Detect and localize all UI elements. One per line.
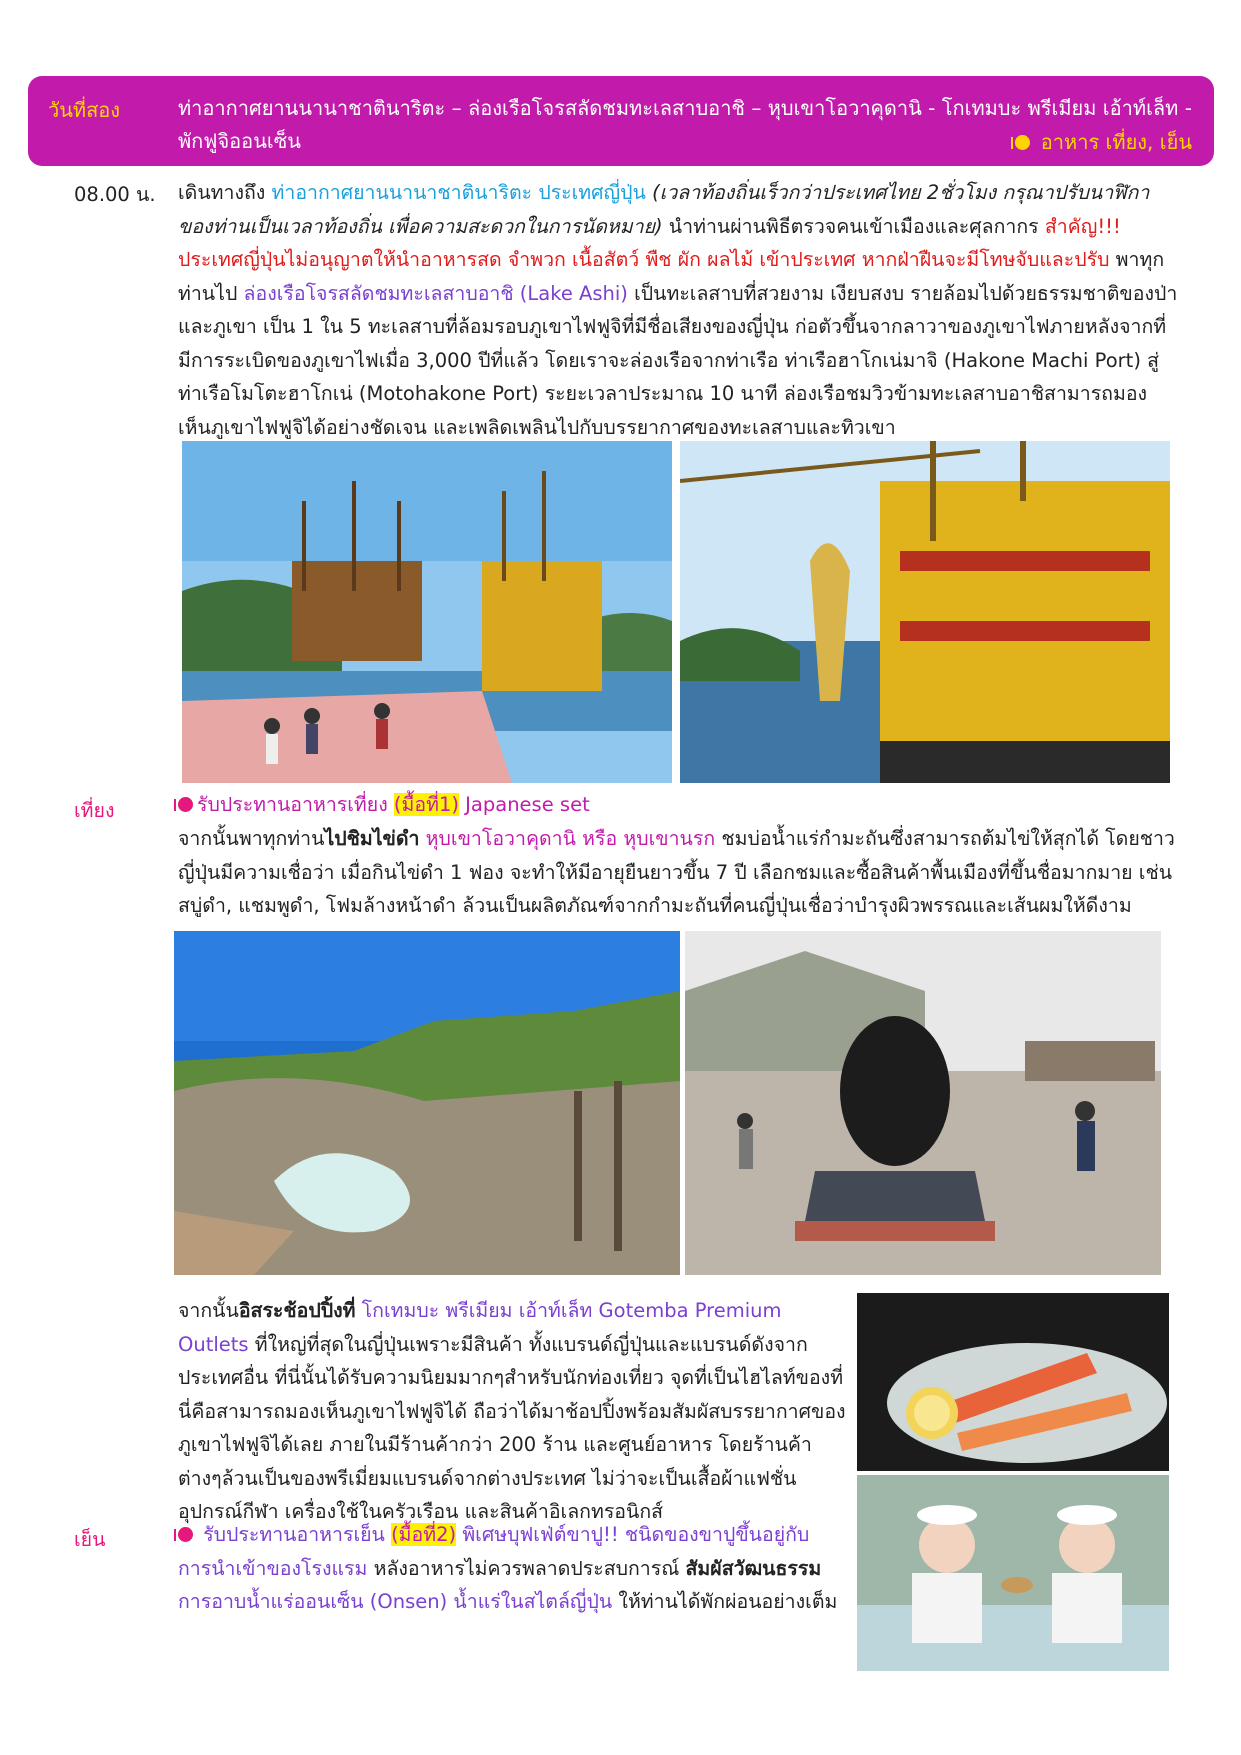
photo-golden-pirate-ship bbox=[680, 441, 1170, 783]
meal-icon bbox=[178, 797, 193, 812]
photo-owakudani-valley bbox=[174, 931, 680, 1275]
text-span: จากนั้นพาทุกท่าน bbox=[178, 827, 325, 850]
text-span: ให้ท่านได้พักผ่อนอย่างเต็ม bbox=[612, 1590, 838, 1613]
text-span: จากนั้น bbox=[178, 1299, 239, 1322]
text-span: เดินทางถึง bbox=[178, 181, 272, 204]
lake-ashi-highlight: ล่องเรือโจรสลัดชมทะเลสาบอาชิ (Lake Ashi) bbox=[243, 281, 628, 305]
text-span: นำท่านผ่านพิธีตรวจคนเข้าเมืองและศุลกากร bbox=[662, 214, 1045, 238]
onsen-place: การอาบน้ำแร่ออนเซ็น (Onsen) น้ำแร่ในสไตล์ญี่ปุ่น bbox=[178, 1590, 613, 1613]
photo-onsen-women bbox=[857, 1475, 1169, 1671]
dinner-paragraph bbox=[178, 1518, 850, 1619]
meal-icon bbox=[1015, 135, 1030, 150]
meal-number: (มื้อที่1) bbox=[393, 793, 459, 816]
text-span: พาทุกท่านไป bbox=[178, 248, 1165, 305]
text-span: หลังอาหารไม่ควรพลาดประสบการณ์ bbox=[367, 1556, 686, 1580]
photo-crab-legs bbox=[857, 1293, 1169, 1471]
gotemba-outlet-place: โกเทมบะ พรีเมียม เอ้าท์เล็ท Gotemba Premium Outlets bbox=[178, 1299, 782, 1356]
meal-number: (มื้อที่2) bbox=[391, 1523, 457, 1546]
photo-black-egg-monument bbox=[685, 931, 1161, 1275]
day-banner bbox=[28, 76, 1214, 166]
lunch-title bbox=[178, 788, 1178, 822]
meal-icon bbox=[178, 1527, 193, 1542]
lunch-menu: Japanese set bbox=[458, 793, 590, 816]
black-egg-highlight: ไปชิมไข่ดำ bbox=[324, 827, 420, 850]
meals-label: อาหาร เที่ยง, เย็น bbox=[1040, 130, 1192, 154]
text-span: ที่ใหญ่ที่สุดในญี่ปุ่นเพราะมีสินค้า ทั้งแบรนด์ญี่ปุ่นและแบรนด์ดังจากประเทศอื่น ที่นี่นั้นได้รับความนิยมมากๆสำหรับนักท่องเที่ยว จุดที่เป็นไฮไลท์ของที่นี่คือสามารถมองเห็นภูเขาไฟฟูจิได้ ถือว่าได้มาช้อปปิ้งพร้อมสัมผัสบรรยากาศของภูเขาไฟฟูจิได้เลย ภายในมีร้านค้ากว่า 200 ร้าน และศูนย์อาหาร โดยร้านค้าต่างๆล้วนเป็นของพรีเมี่ยมแบรนด์จากต่างประเทศ ไม่ว่าจะเป็นเสื้อผ้าแฟชั่น อุปกรณ์กีฬา เครื่องใช้ในครัวเรือน และสินค้าอิเลกทรอนิกส์ bbox=[178, 1332, 846, 1523]
owakudani-place: หุบเขาโอวาคุดานิ หรือ หุบเขานรก bbox=[419, 827, 716, 850]
timezone-note: (เวลาท้องถิ่นเร็วกว่าประเทศไทย 2ชั่วโมง กรุณาปรับนาฬิกาของท่านเป็นเวลาท้องถิ่น เพื่อความสะดวกในการนัดหมาย) bbox=[178, 181, 1150, 238]
import-warning: สำคัญ!!! ประเทศญี่ปุ่นไม่อนุญาตให้นำอาหารสด จำพวก เนื้อสัตว์ พืช ผัก ผลไม้ เข้าประเทศ หากฝ่าฝืนจะมีโทษจับและปรับ bbox=[178, 214, 1121, 271]
meals-info bbox=[1015, 126, 1192, 158]
owakudani-paragraph bbox=[178, 822, 1178, 923]
shopping-highlight: อิสระช้อปปิ้งที่ bbox=[238, 1299, 356, 1322]
dinner-label: เย็น bbox=[74, 1528, 106, 1551]
outlet-paragraph bbox=[178, 1294, 850, 1529]
text-span: เป็นทะเลสาบที่สวยงาม เงียบสงบ รายล้อมไปด้วยธรรมชาติของป่าและภูเขา เป็น 1 ใน 5 ทะเลสาบที่ล้อมรอบภูเขาไฟฟูจิที่มีชื่อเสียงของญี่ปุ่น ก่อตัวขึ้นจากลาวาของภูเขาไฟภายหลังจากที่มีการระเบิดของภูเขาไฟเมื่อ 3,000 ปีที่แล้ว โดยเราจะล่องเรือจากท่าเรือ ท่าเรือฮาโกเน่มาจิ (Hakone Machi Port) สู่ ท่าเรือโมโตะฮาโกเน่ (Motohakone Port) ระยะเวลาประมาณ 10 นาที ล่องเรือชมวิวข้ามทะเลสาบอาชิสามารถมองเห็นภูเขาไฟฟูจิได้อย่างชัดเจน และเพลิดเพลินไปกับบรรยากาศของทะเลสาบและทิวเขา bbox=[178, 281, 1178, 439]
culture-highlight: สัมผัสวัฒนธรรม bbox=[685, 1556, 822, 1580]
photo-pirate-ships-dock bbox=[182, 441, 672, 783]
arrival-paragraph bbox=[178, 176, 1178, 444]
dinner-title-text: รับประทานอาหารเย็น bbox=[197, 1523, 392, 1546]
crab-buffet-note: พิเศษบุฟเฟ่ต์ขาปู!! ชนิดของขาปูขึ้นอยู่กับการนำเข้าของโรงแรม bbox=[178, 1523, 810, 1580]
lunch-label: เที่ยง bbox=[74, 799, 115, 822]
narita-link-text: ท่าอากาศยานนานาชาตินาริตะ ประเทศญี่ปุ่น bbox=[271, 181, 646, 204]
lunch-title-text: รับประทานอาหารเที่ยง bbox=[197, 793, 394, 816]
route-text: ท่าอากาศยานนานาชาตินาริตะ – ล่องเรือโจรสลัดชมทะเลสาบอาชิ – หุบเขาโอวาคุดานิ - โกเทมบะ พรีเมียม เอ้าท์เล็ท - พักฟูจิออนเซ็น bbox=[178, 96, 1192, 153]
day-label: วันที่สอง bbox=[48, 98, 121, 122]
time-0800: 08.00 น. bbox=[74, 183, 156, 206]
text-span: ชมบ่อน้ำแร่กำมะถันซึ่งสามารถต้มไข่ให้สุกได้ โดยชาวญี่ปุ่นมีความเชื่อว่า เมื่อกินไข่ดำ 1 ฟอง จะทำให้มีอายุยืนยาวขึ้น 7 ปี เลือกชมและซื้อสินค้าพื้นเมืองที่ขึ้นชื่อมากมาย เช่น สบู่ดำ, แชมพูดำ, โฟมล้างหน้าดำ ล้วนเป็นผลิตภัณฑ์จากกำมะถันที่คนญี่ปุ่นเชื่อว่าบำรุงผิวพรรณและเส้นผมให้ดีงาม bbox=[178, 827, 1175, 917]
